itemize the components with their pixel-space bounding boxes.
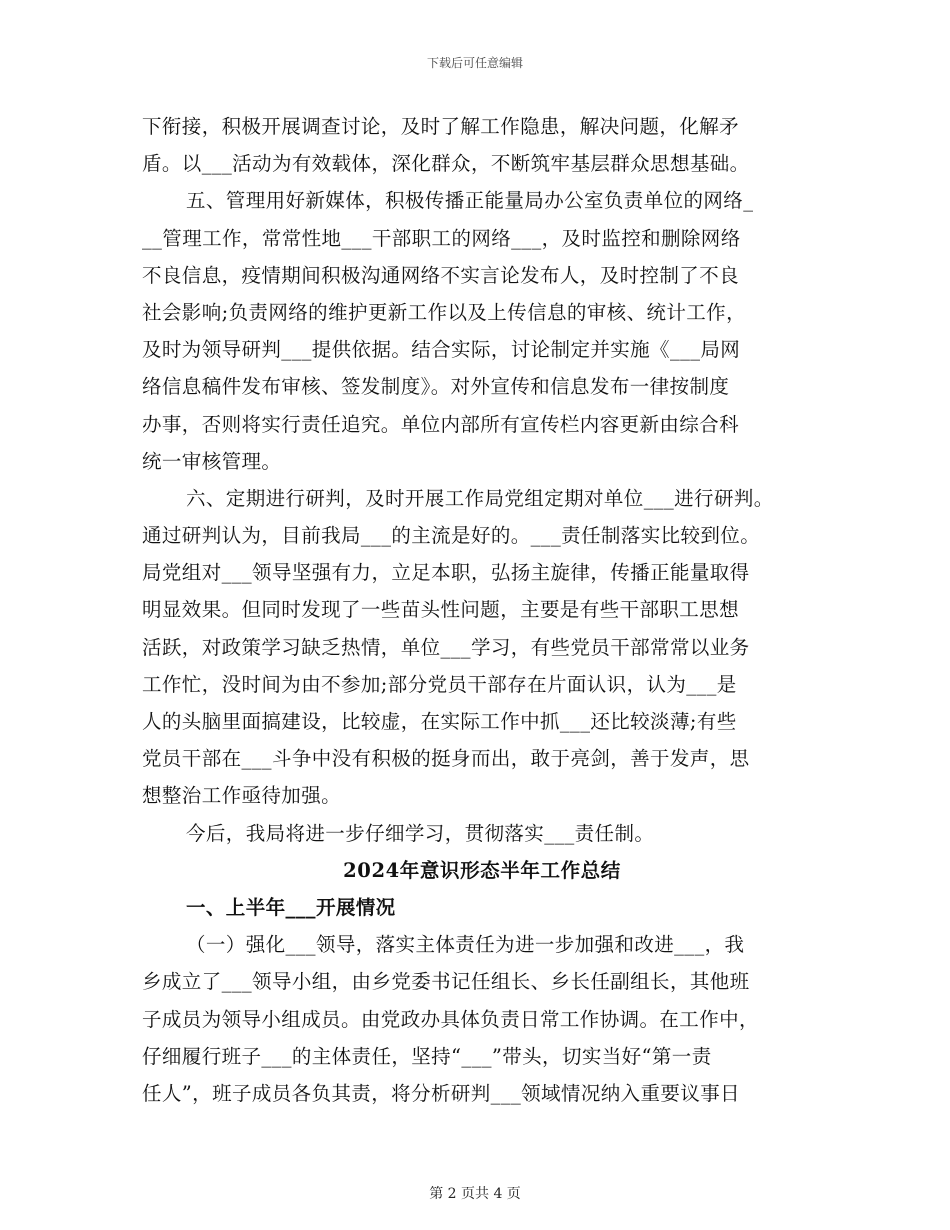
text-line: 社会影响;负责网络的维护更新工作以及上传信息的审核、统计工作， — [142, 300, 746, 324]
text-line: 任人”，班子成员各负其责，将分析研判___领域情况纳入重要议事日 — [142, 1081, 741, 1105]
text-line: 下衔接，积极开展调查讨论，及时了解工作隐患，解决问题，化解矛 — [142, 115, 740, 138]
text-line: 子成员为领导小组成员。由党政办具体负责日常工作协调。在工作中， — [142, 1007, 759, 1031]
text-line: 仔细履行班子___的主体责任，坚持“___”带头，切实当好“第一责 — [142, 1044, 712, 1068]
text-line: 乡成立了___领导小组，由乡党委书记任组长、乡长任副组长，其他班 — [142, 970, 750, 994]
text-line: 局党组对___领导坚强有力，立足本职，弘扬主旋律，传播正能量取得 — [142, 561, 750, 585]
conclusion-line: 今后，我局将进一步仔细学习，贯彻落实___责任制。 — [186, 821, 655, 845]
text-line: 党员干部在___斗争中没有积极的挺身而出，敢于亮剑，善于发声，思 — [142, 747, 750, 771]
text-line: 及时为领导研判___提供依据。结合实际，讨论制定并实施《___局网 — [142, 338, 741, 362]
text-line: 工作忙，没时间为由不参加;部分党员干部存在片面认识，认为___是 — [142, 672, 737, 696]
text-line: 明显效果。但同时发现了一些苗头性问题，主要是有些干部职工思想 — [142, 598, 740, 622]
subsection-line: （一）强化___领导，落实主体责任为进一步加强和改进___，我 — [186, 933, 745, 957]
document-body — [142, 108, 822, 1112]
text-line: 络信息稿件发布审核、签发制度》。对外宣传和信息发布一律按制度 — [142, 375, 730, 399]
page-footer: 第 2 页共 4 页 — [429, 1186, 521, 1202]
text-line: 盾。以___活动为有效载体，深化群众，不断筑牢基层群众思想基础。 — [142, 152, 750, 176]
document-title: 2024年意识形态半年工作总结 — [343, 858, 621, 882]
section-six-line: 六、定期进行研判，及时开展工作局党组定期对单位___进行研判。 — [186, 486, 774, 510]
text-line: 不良信息，疫情期间积极沟通网络不实言论发布人，及时控制了不良 — [142, 263, 740, 287]
text-line: 人的头脑里面搞建设，比较虚，在实际工作中抓___还比较淡薄;有些 — [142, 710, 737, 733]
text-line: __管理工作，常常性地___干部职工的网络___，及时监控和删除网络 — [142, 226, 741, 250]
text-line: 统一审核管理。 — [142, 449, 282, 473]
text-line: 办事，否则将实行责任追究。单位内部所有宣传栏内容更新由综合科 — [142, 412, 740, 436]
text-line: 活跃，对政策学习缺乏热情，单位___学习，有些党员干部常常以业务 — [142, 635, 750, 659]
section-five-line: 五、管理用好新媒体，积极传播正能量局办公室负责单位的网络_ — [186, 189, 754, 213]
text-line: 通过研判认为，目前我局___的主流是好的。___责任制落实比较到位。 — [142, 524, 761, 548]
text-line: 想整治工作亟待加强。 — [142, 784, 342, 808]
page-header: 下载后可任意编辑 — [426, 56, 523, 70]
section-heading: 一、上半年___开展情况 — [186, 895, 396, 919]
